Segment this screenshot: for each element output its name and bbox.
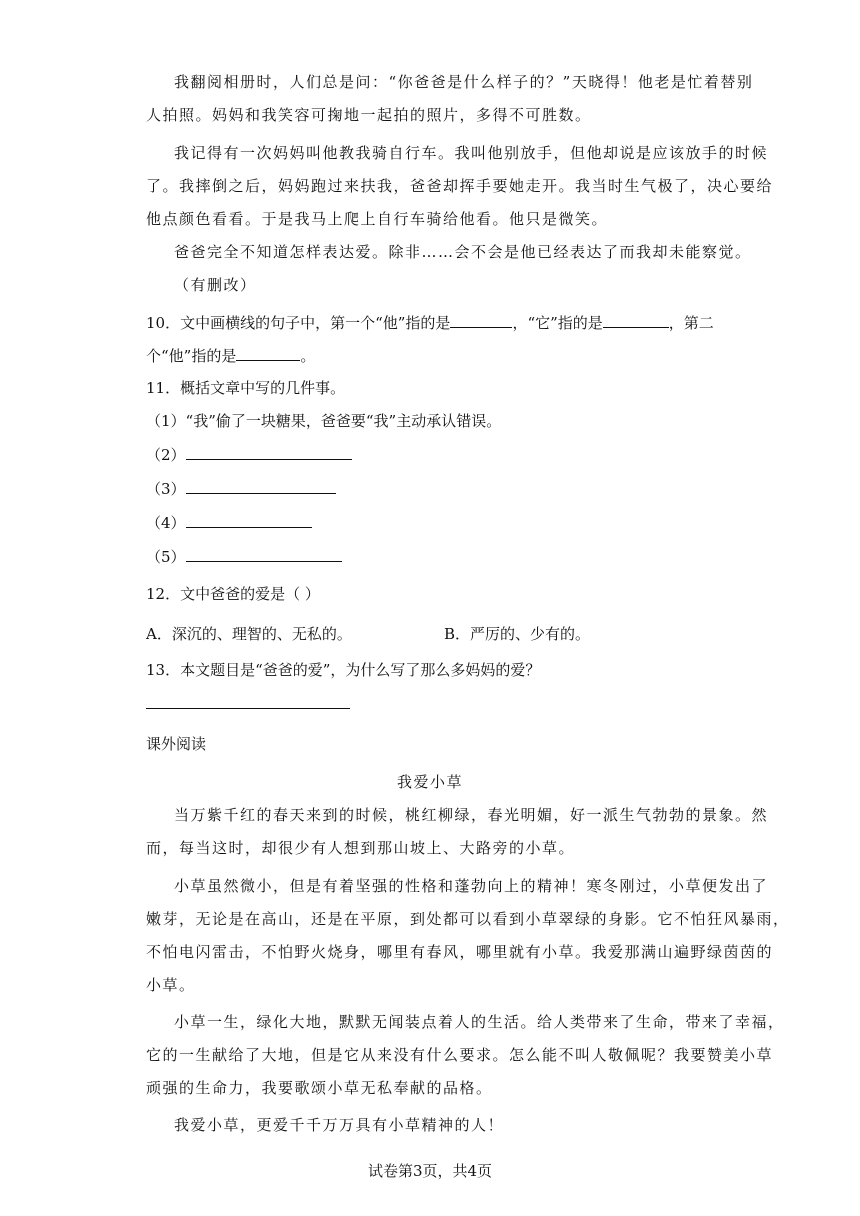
question-10-text: ，第二 xyxy=(668,314,714,332)
question-11-item xyxy=(146,478,336,499)
passage2-title: 我爱小草 xyxy=(396,773,463,791)
passage2-line: 小草一生，绿化大地，默默无闻装点着人的生活。给人类带来了生命，带来了幸福， xyxy=(174,1013,785,1031)
passage2-line: 当万紫千红的春天来到的时候，桃红柳绿，春光明媚，好一派生气勃勃的景象。然 xyxy=(174,806,769,824)
question-11: 11．概括文章中写的几件事。 xyxy=(146,379,346,397)
question-11-item xyxy=(146,512,312,533)
passage1-line: 我记得有一次妈妈叫他教我骑自行车。我叫他别放手，但他却说是应该放手的时候 xyxy=(174,144,769,162)
answer-blank[interactable] xyxy=(186,478,336,494)
passage2-line: 小草虽然微小，但是有着坚强的性格和蓬勃向上的精神！寒冬刚过，小草便发出了 xyxy=(174,877,769,895)
question-11-item: （1）“我”偷了一块糖果，爸爸要“我”主动承认错误。 xyxy=(146,412,502,430)
question-12: 12．文中爸爸的爱是（ ） xyxy=(146,585,320,603)
question-11-item xyxy=(146,546,342,567)
item-number: （5） xyxy=(146,548,186,566)
question-13: 13．本文题目是“爸爸的爱”，为什么写了那么多妈妈的爱？ xyxy=(146,661,541,679)
option-b[interactable]: B．严厉的、少有的。 xyxy=(444,625,591,643)
question-10-text: 。 xyxy=(300,347,316,365)
revision-note: （有删改） xyxy=(174,276,257,294)
section-heading: 课外阅读 xyxy=(146,735,207,753)
answer-blank[interactable] xyxy=(236,345,300,361)
item-number: （2） xyxy=(146,446,186,464)
passage1-line: 他点颜色看看。于是我马上爬上自行车骑给他看。他只是微笑。 xyxy=(146,210,609,228)
answer-blank[interactable] xyxy=(186,512,312,528)
passage2-line: 而，每当这时，却很少有人想到那山坡上、大路旁的小草。 xyxy=(146,839,576,857)
answer-blank[interactable] xyxy=(186,546,342,562)
passage1-line: 我翻阅相册时，人们总是问：“你爸爸是什么样子的？”天晓得！他老是忙着替别 xyxy=(174,73,754,91)
passage2-line: 我爱小草，更爱千千万万具有小草精神的人！ xyxy=(174,1116,505,1134)
passage2-line: 不怕电闪雷击，不怕野火烧身，哪里有春风，哪里就有小草。我爱那满山遍野绿茵茵的 xyxy=(146,943,774,961)
item-number: （3） xyxy=(146,480,186,498)
option-a[interactable]: A．深沉的、理智的、无私的。 xyxy=(146,625,352,643)
answer-blank[interactable] xyxy=(186,444,352,460)
question-10-text: 10．文中画横线的句子中，第一个“他”指的是 xyxy=(146,314,451,332)
passage1-line: 人拍照。妈妈和我笑容可掬地一起拍的照片，多得不可胜数。 xyxy=(146,106,592,124)
question-10-text: 个“他”指的是 xyxy=(146,347,237,365)
passage2-line: 小草。 xyxy=(146,976,196,994)
answer-blank[interactable] xyxy=(603,312,669,328)
passage1-line: 爸爸完全不知道怎样表达爱。除非……会不会是他已经表达了而我却未能察觉。 xyxy=(174,243,752,261)
page-footer: 试卷第3页，共4页 xyxy=(367,1162,493,1180)
answer-blank[interactable] xyxy=(450,312,512,328)
item-number: （4） xyxy=(146,514,186,532)
question-10 xyxy=(146,312,714,333)
passage2-line: 顽强的生命力，我要歌颂小草无私奉献的品格。 xyxy=(146,1079,493,1097)
question-10-cont xyxy=(146,345,315,366)
passage2-line: 它的一生献给了大地，但是它从来没有什么要求。怎么能不叫人敬佩呢？我要赞美小草 xyxy=(146,1046,774,1064)
answer-line[interactable] xyxy=(146,708,350,709)
question-11-item xyxy=(146,444,352,465)
passage1-line: 了。我摔倒之后，妈妈跑过来扶我，爸爸却挥手要她走开。我当时生气极了，决心要给 xyxy=(146,177,774,195)
question-10-text: ，“它”指的是 xyxy=(512,314,603,332)
question-12-options xyxy=(146,624,706,644)
passage2-line: 嫩芽，无论是在高山，还是在平原，到处都可以看到小草翠绿的身影。它不怕狂风暴雨， xyxy=(146,910,790,928)
